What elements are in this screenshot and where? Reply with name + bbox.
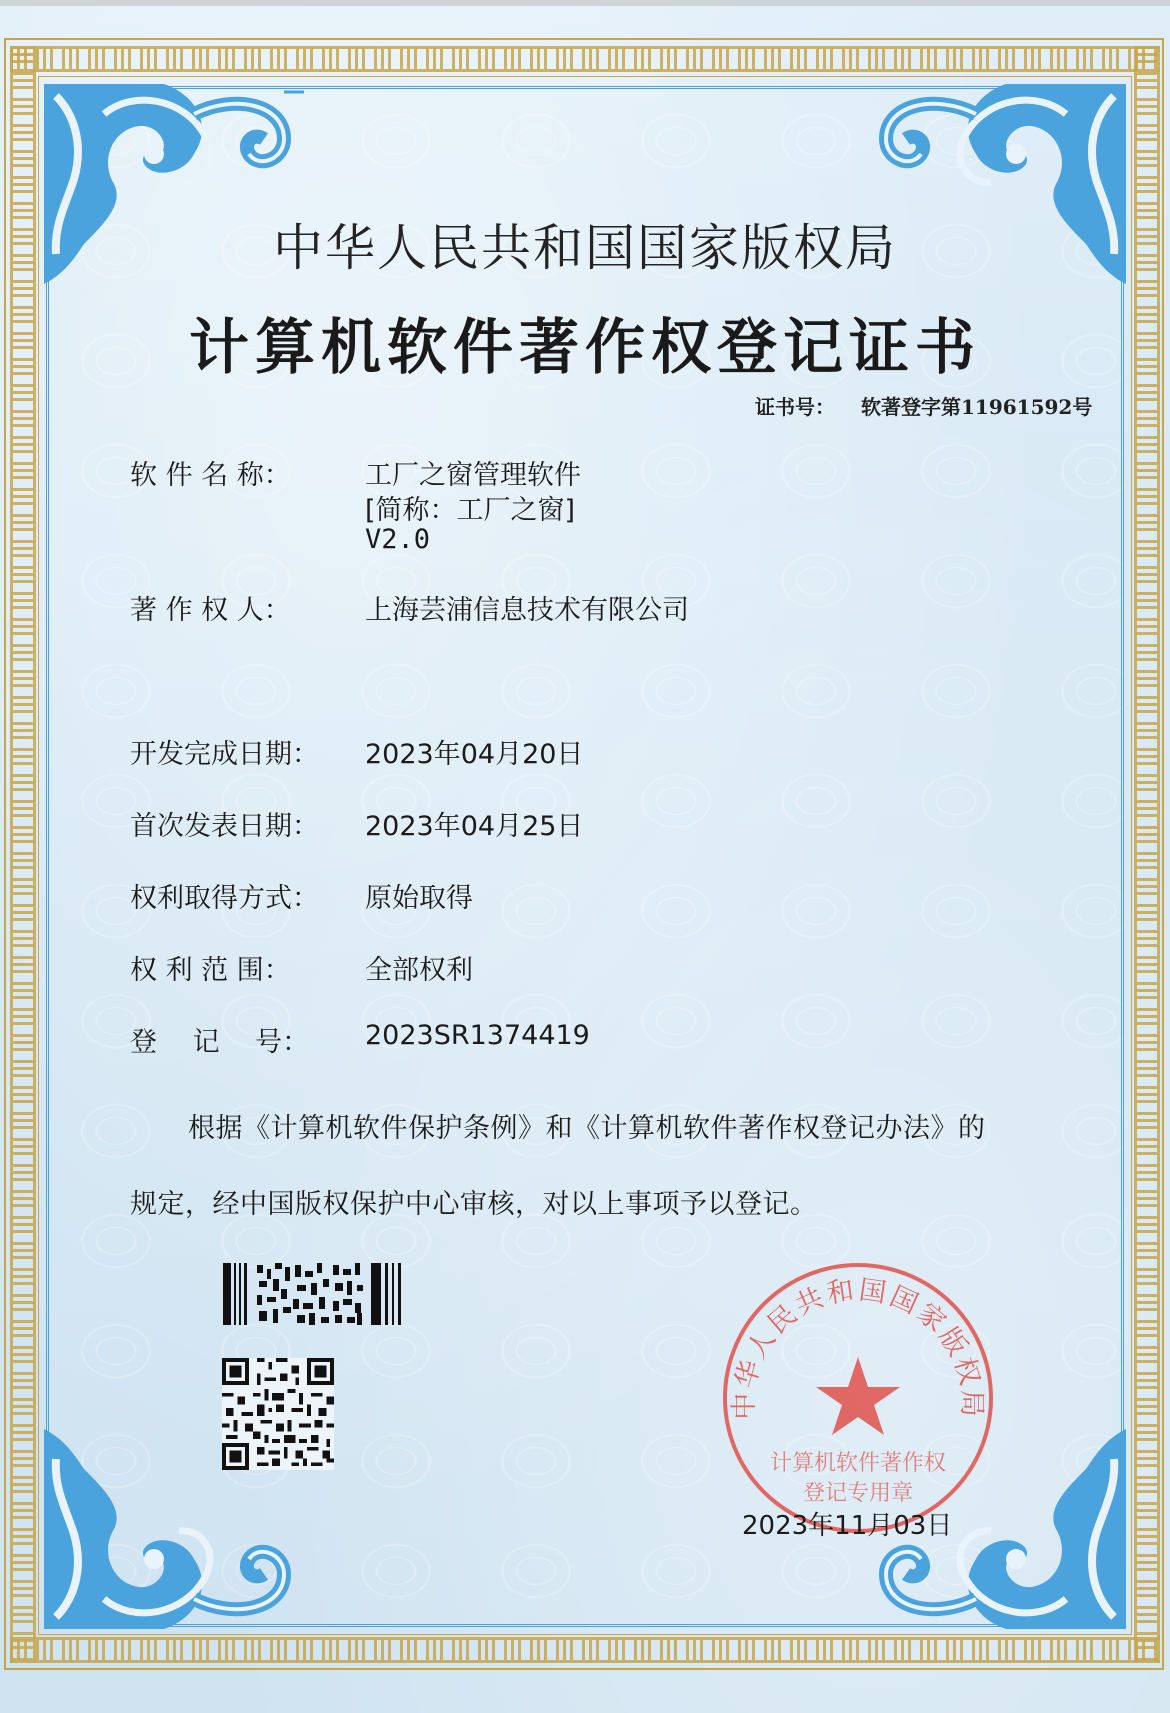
field-label: 著 作 权 人：	[130, 595, 291, 626]
software-version: V2.0	[365, 524, 431, 555]
field-software-name	[130, 453, 581, 492]
field-first-publish-date	[130, 804, 584, 843]
greek-key-border-left	[10, 46, 36, 1663]
certificate-number-label: 证书号：	[755, 395, 835, 419]
field-label: 权利取得方式：	[130, 883, 319, 914]
greek-key-border-top	[10, 46, 1160, 72]
qr-code-icon	[222, 1358, 334, 1470]
field-rights-acquisition	[130, 876, 473, 915]
issuer-title: 中华人民共和国国家版权局	[273, 219, 897, 277]
field-development-date	[130, 732, 584, 771]
certificate-number-value: 软著登字第11961592号	[861, 395, 1093, 419]
certificate-number	[755, 391, 1092, 420]
issue-date: 2023年11月03日	[742, 1511, 953, 1541]
field-value: 2023年04月20日	[365, 739, 584, 770]
svg-text:计算机软件著作权: 计算机软件著作权	[769, 1451, 947, 1476]
field-label: 登 记 号：	[130, 1027, 310, 1058]
pdf417-barcode-icon	[223, 1263, 405, 1325]
field-registration-number	[130, 1020, 590, 1059]
software-short-name: [简称：工厂之窗]	[365, 495, 576, 526]
field-value: 全部权利	[365, 955, 473, 986]
top-edge	[0, 0, 1170, 6]
field-label: 首次发表日期：	[130, 811, 319, 842]
field-value: 2023SR1374419	[365, 1020, 590, 1051]
field-label: 权 利 范 围：	[130, 955, 291, 986]
field-value: 工厂之窗管理软件	[365, 460, 581, 491]
statement-line-2: 规定，经中国版权保护中心审核，对以上事项予以登记。	[130, 1189, 818, 1220]
greek-key-border-right	[1134, 46, 1160, 1663]
statement-line-1: 根据《计算机软件保护条例》和《计算机软件著作权登记办法》的	[188, 1113, 986, 1144]
svg-text:中华人民共和国国家版权局: 中华人民共和国国家版权局	[728, 1274, 988, 1420]
field-copyright-owner	[130, 588, 689, 627]
field-label: 开发完成日期：	[130, 739, 319, 770]
field-label: 软 件 名 称：	[130, 460, 291, 491]
field-value: 上海芸浦信息技术有限公司	[365, 595, 689, 626]
svg-text:登记专用章: 登记专用章	[802, 1481, 914, 1506]
field-value: 2023年04月25日	[365, 811, 584, 842]
field-rights-scope	[130, 948, 473, 987]
greek-key-border-bottom	[10, 1637, 1160, 1663]
field-value: 原始取得	[365, 883, 473, 914]
official-seal-icon	[717, 1257, 999, 1539]
certificate-title: 计算机软件著作权登记证书	[189, 313, 981, 383]
